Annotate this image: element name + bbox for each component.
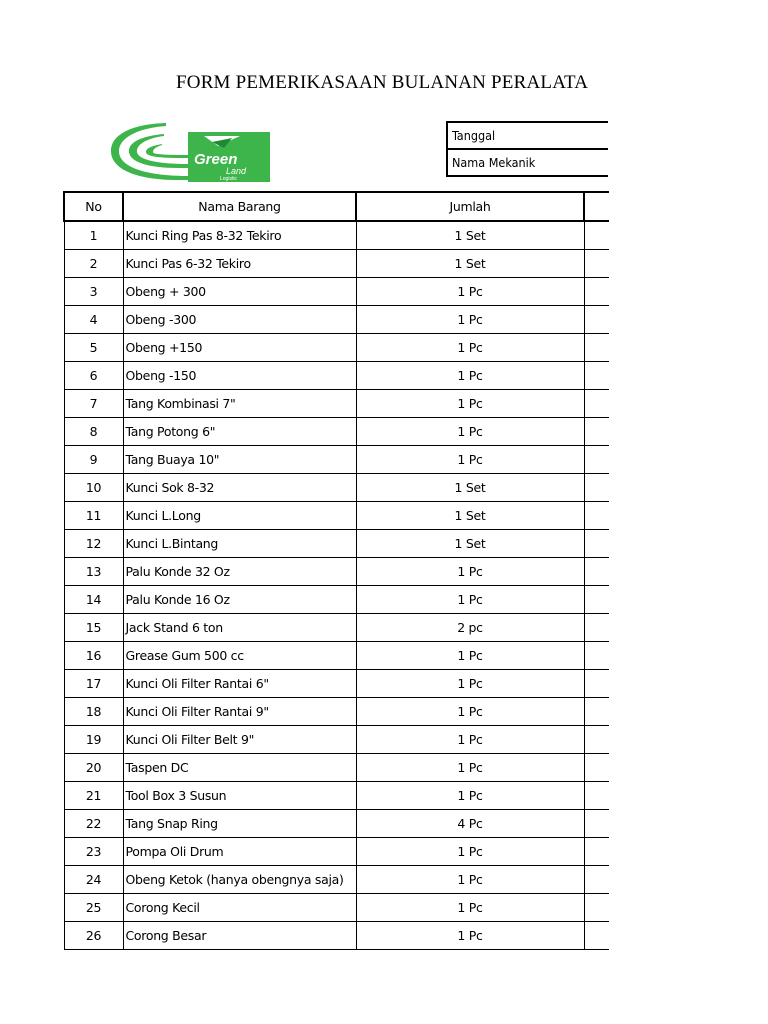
row-no: 7	[64, 390, 123, 418]
row-name: Pompa Oli Drum	[123, 838, 356, 866]
row-no: 5	[64, 334, 123, 362]
row-qty: 1 Pc	[356, 586, 584, 614]
row-extra	[584, 782, 609, 810]
row-qty: 1 Pc	[356, 362, 584, 390]
row-extra	[584, 446, 609, 474]
row-name: Kunci L.Long	[123, 502, 356, 530]
row-extra	[584, 390, 609, 418]
row-no: 10	[64, 474, 123, 502]
equipment-table	[63, 191, 609, 950]
row-no: 23	[64, 838, 123, 866]
row-qty: 1 Pc	[356, 334, 584, 362]
row-name: Obeng -300	[123, 306, 356, 334]
table-row	[64, 586, 609, 614]
row-extra	[584, 362, 609, 390]
row-extra	[584, 502, 609, 530]
table-row	[64, 698, 609, 726]
table-row	[64, 894, 609, 922]
row-name: Tool Box 3 Susun	[123, 782, 356, 810]
table-row	[64, 446, 609, 474]
table-row	[64, 670, 609, 698]
row-qty: 1 Pc	[356, 390, 584, 418]
table-row	[64, 726, 609, 754]
row-no: 17	[64, 670, 123, 698]
table-row	[64, 418, 609, 446]
row-no: 14	[64, 586, 123, 614]
row-qty: 1 Pc	[356, 754, 584, 782]
row-qty: 1 Set	[356, 502, 584, 530]
row-qty: 1 Pc	[356, 698, 584, 726]
row-name: Obeng + 300	[123, 278, 356, 306]
row-qty: 1 Pc	[356, 726, 584, 754]
table-row	[64, 530, 609, 558]
svg-text:Land: Land	[226, 166, 247, 176]
row-extra	[584, 922, 609, 950]
row-qty: 1 Pc	[356, 278, 584, 306]
row-no: 8	[64, 418, 123, 446]
row-extra	[584, 558, 609, 586]
row-no: 4	[64, 306, 123, 334]
row-no: 18	[64, 698, 123, 726]
row-extra	[584, 278, 609, 306]
row-name: Taspen DC	[123, 754, 356, 782]
row-no: 25	[64, 894, 123, 922]
row-extra	[584, 726, 609, 754]
row-name: Kunci Pas 6-32 Tekiro	[123, 250, 356, 278]
row-name: Corong Kecil	[123, 894, 356, 922]
row-qty: 4 Pc	[356, 810, 584, 838]
row-no: 12	[64, 530, 123, 558]
row-name: Grease Gum 500 cc	[123, 642, 356, 670]
row-no: 6	[64, 362, 123, 390]
header-no: No	[64, 192, 123, 221]
row-no: 16	[64, 642, 123, 670]
header-extra	[584, 192, 609, 221]
row-no: 13	[64, 558, 123, 586]
row-name: Kunci Oli Filter Rantai 9"	[123, 698, 356, 726]
row-name: Palu Konde 32 Oz	[123, 558, 356, 586]
row-extra	[584, 250, 609, 278]
row-qty: 1 Pc	[356, 922, 584, 950]
row-extra	[584, 670, 609, 698]
table-row	[64, 306, 609, 334]
row-name: Obeng +150	[123, 334, 356, 362]
row-qty: 1 Pc	[356, 558, 584, 586]
table-row	[64, 362, 609, 390]
row-name: Kunci Ring Pas 8-32 Tekiro	[123, 221, 356, 250]
table-row	[64, 838, 609, 866]
table-row	[64, 782, 609, 810]
row-extra	[584, 306, 609, 334]
row-qty: 1 Set	[356, 221, 584, 250]
row-no: 2	[64, 250, 123, 278]
row-no: 19	[64, 726, 123, 754]
row-extra	[584, 614, 609, 642]
table-row	[64, 502, 609, 530]
row-no: 21	[64, 782, 123, 810]
row-extra	[584, 838, 609, 866]
row-qty: 1 Pc	[356, 306, 584, 334]
row-qty: 1 Pc	[356, 782, 584, 810]
header-jumlah: Jumlah	[356, 192, 584, 221]
row-qty: 2 pc	[356, 614, 584, 642]
row-name: Jack Stand 6 ton	[123, 614, 356, 642]
row-extra	[584, 334, 609, 362]
table-header-row	[64, 192, 609, 221]
row-no: 3	[64, 278, 123, 306]
row-name: Tang Kombinasi 7"	[123, 390, 356, 418]
row-qty: 1 Pc	[356, 838, 584, 866]
row-extra	[584, 418, 609, 446]
table-row	[64, 922, 609, 950]
row-extra	[584, 698, 609, 726]
row-extra	[584, 586, 609, 614]
table-row	[64, 390, 609, 418]
table-row	[64, 614, 609, 642]
table-row	[64, 754, 609, 782]
row-name: Palu Konde 16 Oz	[123, 586, 356, 614]
row-qty: 1 Set	[356, 474, 584, 502]
row-name: Obeng Ketok (hanya obengnya saja)	[123, 866, 356, 894]
table-row	[64, 474, 609, 502]
table-row	[64, 810, 609, 838]
row-no: 9	[64, 446, 123, 474]
table-row	[64, 221, 609, 250]
row-name: Tang Potong 6"	[123, 418, 356, 446]
row-qty: 1 Pc	[356, 866, 584, 894]
row-qty: 1 Pc	[356, 418, 584, 446]
row-qty: 1 Pc	[356, 446, 584, 474]
row-qty: 1 Pc	[356, 670, 584, 698]
form-title: FORM PEMERIKASAAN BULANAN PERALATA	[176, 72, 589, 93]
row-name: Tang Buaya 10"	[123, 446, 356, 474]
row-name: Tang Snap Ring	[123, 810, 356, 838]
table-row	[64, 278, 609, 306]
row-no: 20	[64, 754, 123, 782]
row-qty: 1 Pc	[356, 894, 584, 922]
svg-text:Logistic: Logistic	[220, 176, 237, 182]
row-no: 11	[64, 502, 123, 530]
svg-text:Green: Green	[194, 151, 238, 168]
row-no: 22	[64, 810, 123, 838]
row-no: 24	[64, 866, 123, 894]
row-extra	[584, 754, 609, 782]
row-name: Kunci L.Bintang	[123, 530, 356, 558]
row-extra	[584, 810, 609, 838]
row-extra	[584, 474, 609, 502]
row-extra	[584, 221, 609, 250]
row-no: 15	[64, 614, 123, 642]
table-row	[64, 558, 609, 586]
row-extra	[584, 894, 609, 922]
table-row	[64, 642, 609, 670]
row-extra	[584, 642, 609, 670]
row-no: 1	[64, 221, 123, 250]
header-nama-barang: Nama Barang	[123, 192, 356, 221]
row-name: Kunci Oli Filter Belt 9"	[123, 726, 356, 754]
table-row	[64, 334, 609, 362]
green-land-logo	[108, 120, 272, 186]
row-qty: 1 Set	[356, 530, 584, 558]
row-no: 26	[64, 922, 123, 950]
row-extra	[584, 866, 609, 894]
row-name: Corong Besar	[123, 922, 356, 950]
table-row	[64, 250, 609, 278]
row-qty: 1 Set	[356, 250, 584, 278]
row-qty: 1 Pc	[356, 642, 584, 670]
row-extra	[584, 530, 609, 558]
nama-mekanik-label: Nama Mekanik	[447, 149, 608, 176]
row-name: Kunci Sok 8-32	[123, 474, 356, 502]
row-name: Kunci Oli Filter Rantai 6"	[123, 670, 356, 698]
row-name: Obeng -150	[123, 362, 356, 390]
tanggal-label: Tanggal	[447, 122, 608, 149]
table-row	[64, 866, 609, 894]
header-info-table	[446, 121, 608, 177]
